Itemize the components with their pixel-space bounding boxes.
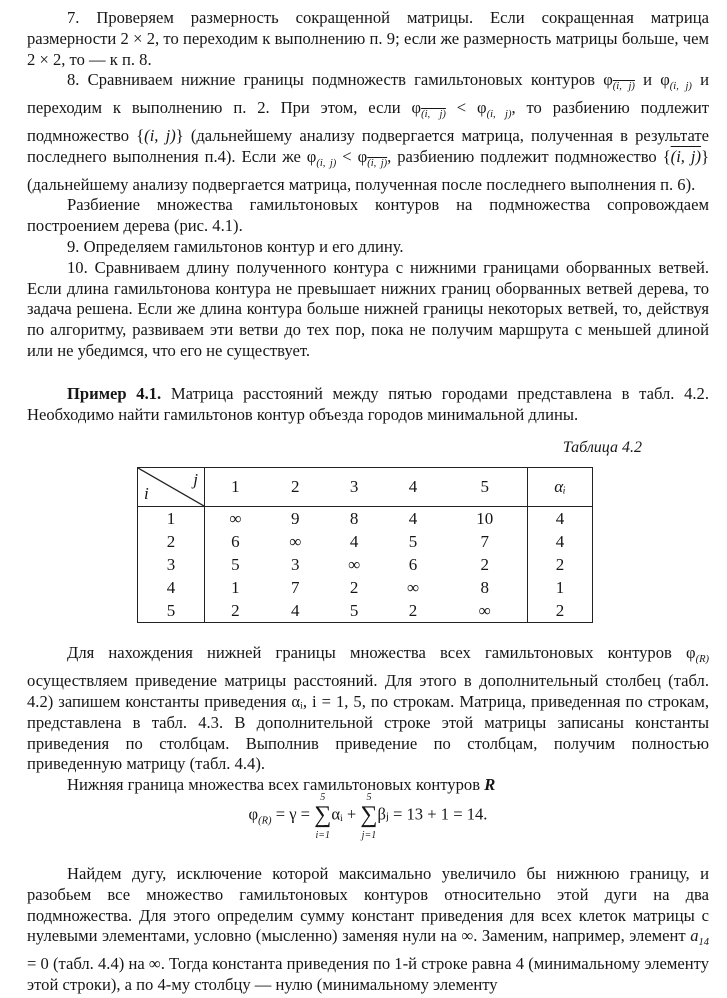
matrix-cell: 3 bbox=[291, 554, 300, 574]
matrix-cell: 10 bbox=[476, 508, 494, 528]
phi-symbol: φ bbox=[603, 70, 613, 90]
row-index: 5 bbox=[138, 599, 205, 623]
matrix-cell: 8 bbox=[480, 577, 489, 597]
sum-upper: 5 bbox=[320, 791, 326, 803]
row-index-label: i bbox=[144, 484, 149, 504]
text: } (дальнейшему анализу подвергается матрица, полученная в результате последнего выполнения п.4). Если же bbox=[27, 125, 709, 166]
phi-symbol: φ bbox=[660, 70, 670, 90]
subscript: (i, j) bbox=[486, 109, 512, 121]
matrix-cell: 2 bbox=[408, 600, 418, 620]
matrix-cell: 5 bbox=[408, 531, 418, 551]
example-text: Матрица расстояний между пятью городами представлена в табл. 4.2. Необходимо найти гамильтонов контур объезда городов минимальной длины. bbox=[27, 383, 709, 424]
distance-matrix-table bbox=[137, 467, 593, 623]
text: αᵢ + bbox=[331, 804, 361, 824]
sum-lower: i=1 bbox=[315, 829, 331, 841]
alpha-cell: 4 bbox=[528, 530, 593, 553]
sum-lower: j=1 bbox=[361, 829, 377, 841]
phi-symbol: φ bbox=[411, 98, 422, 118]
text: Для нахождения нижней границы множества всех гамильтоновых контуров φ bbox=[67, 643, 696, 663]
matrix-cell: 6 bbox=[408, 554, 418, 574]
matrix-cell: 6 bbox=[231, 531, 240, 551]
matrix-cell: 2 bbox=[480, 554, 489, 574]
subscript: (R) bbox=[695, 654, 709, 666]
phi-symbol: φ bbox=[357, 146, 368, 166]
column-header: 2 bbox=[266, 468, 325, 507]
alpha-cell: 4 bbox=[528, 507, 593, 531]
table-header-row bbox=[138, 468, 593, 507]
text: и bbox=[634, 70, 661, 90]
sum-upper: 5 bbox=[366, 791, 372, 803]
paragraph-step-9: 9. Определяем гамильтонов контур и его длину. bbox=[67, 236, 404, 256]
example-label: Пример 4.1. bbox=[67, 383, 162, 403]
alpha-cell: 2 bbox=[528, 553, 593, 576]
column-header: 4 bbox=[384, 468, 443, 507]
text: = 0 (табл. 4.4) на ∞. Тогда константа приведения по 1-й строке равна 4 (минимальному элементу этой строки), а по 4-му столбцу — нулю (минимальному элементу bbox=[27, 954, 709, 994]
sum-symbol: ∑ 5 i=1 bbox=[314, 791, 332, 841]
matrix-cell: 2 bbox=[349, 577, 359, 597]
set-element: (i, j) bbox=[670, 146, 702, 166]
text: Найдем дугу, исключение которой максимально увеличило бы нижнюю границу, и разобьем все множество гамильтоновых контуров относительно этой дуги на два подмножества. Для этого определим сумму констант приведения для всех клеток матрицы с нулевыми элементами, условно (мысленно) заменяя нули на ∞. Заменим, например, элемент bbox=[27, 863, 709, 946]
matrix-cell: 4 bbox=[291, 600, 300, 620]
subscript: (i, j) bbox=[421, 109, 446, 121]
alpha-header: αᵢ bbox=[528, 468, 593, 507]
matrix-cell: 8 bbox=[349, 508, 359, 528]
table-row bbox=[138, 507, 593, 531]
set-symbol: R bbox=[484, 775, 496, 795]
document-page bbox=[27, 8, 709, 996]
table-row bbox=[138, 599, 593, 623]
subscript: (i, j) bbox=[612, 81, 635, 93]
matrix-cell: 9 bbox=[291, 508, 300, 528]
matrix-cell: 7 bbox=[291, 577, 300, 597]
paragraph-lower-bound bbox=[27, 643, 709, 775]
phi-symbol: φ bbox=[477, 98, 487, 118]
corner-cell bbox=[138, 468, 205, 507]
text: } (дальнейшему анализу подвергается матрица, полученная после последнего выполнения п. 6). bbox=[27, 146, 710, 194]
subscript: (i, j) bbox=[367, 157, 388, 169]
table-row bbox=[138, 576, 593, 599]
text: = γ = bbox=[271, 804, 315, 824]
phi-symbol: φ bbox=[306, 146, 317, 166]
row-index: 3 bbox=[138, 553, 205, 576]
matrix-cell: ∞ bbox=[229, 508, 242, 528]
subscript: (i, j) bbox=[316, 157, 337, 169]
alpha-cell: 2 bbox=[528, 599, 593, 623]
matrix-cell: ∞ bbox=[348, 554, 361, 574]
text: Нижняя граница множества всех гамильтоновых контуров bbox=[67, 775, 485, 795]
matrix-cell: ∞ bbox=[406, 577, 420, 597]
text: осуществляем приведение матрицы расстояний. Для этого в дополнительный столбец (табл. 4.2) запишем константы приведения αᵢ, i = 1, 5, по строкам. Матрица, приведенная по строкам, представлена в табл. 4.3. В дополнительной строке этой матрицы записаны константы приведения по столбцам. Выполнив приведение по столбцам, получим полностью приведенную матрицу (табл. 4.4). bbox=[27, 671, 709, 774]
paragraph-step-8 bbox=[27, 70, 709, 195]
matrix-cell: ∞ bbox=[289, 531, 302, 551]
subscript: (i, j) bbox=[669, 81, 692, 93]
subscript: (R) bbox=[258, 815, 272, 827]
paragraph-tree: Разбиение множества гамильтоновых контуров на подмножества сопровождаем построением дерева (рис. 4.1). bbox=[27, 195, 709, 236]
matrix-cell: 5 bbox=[231, 554, 240, 574]
column-header: 1 bbox=[205, 468, 266, 507]
text: , разбиению подлежит подмножество { bbox=[387, 146, 671, 166]
matrix-cell: 7 bbox=[480, 531, 489, 551]
matrix-cell: ∞ bbox=[478, 600, 491, 620]
example-paragraph bbox=[27, 384, 709, 426]
sum-symbol: ∑ 5 j=1 bbox=[360, 791, 378, 841]
matrix-cell: 4 bbox=[408, 508, 418, 528]
text: и переходим к выполнению п. 2. При этом, если bbox=[27, 70, 710, 118]
paragraph-step-10: 10. Сравниваем длину полученного контура с нижними границами оборванных ветвей. Если длина гамильтонова контура не превышает нижних границ оборванных ветвей дерева, то задача решена. Если же длина контура больше нижней границы некоторых ветвей, то, действуя по алгоритму, развиваем эти ветви до тех пор, пока не получим маршрута с меньшей длиной или не убедимся, что его не существует. bbox=[27, 257, 709, 360]
text: βⱼ = 13 + 1 = 14. bbox=[377, 804, 488, 824]
phi-symbol: φ bbox=[248, 804, 259, 824]
row-index: 4 bbox=[138, 576, 205, 599]
column-index-label: j bbox=[193, 470, 198, 490]
matrix-cell: 1 bbox=[231, 577, 240, 597]
set-element: (i, j) bbox=[144, 125, 176, 145]
text: , то разбиению подлежит подмножество { bbox=[27, 98, 710, 145]
alpha-cell: 1 bbox=[528, 576, 593, 599]
table-caption: Таблица 4.2 bbox=[562, 439, 642, 457]
paragraph-arc bbox=[27, 864, 709, 996]
text: 8. Сравниваем нижние границы подмножеств гамильтоновых контуров bbox=[67, 70, 604, 90]
matrix-cell: 5 bbox=[349, 600, 359, 620]
row-index: 1 bbox=[138, 507, 205, 531]
subscript: 14 bbox=[698, 937, 709, 949]
text: < bbox=[336, 146, 358, 166]
table-row bbox=[138, 553, 593, 576]
text: < bbox=[445, 98, 478, 118]
paragraph-step-7: 7. Проверяем размерность сокращенной матрицы. Если сокращенная матрица размерности 2 × 2, то переходим к выполнению п. 9; если же размерность матрицы больше, чем 2 × 2, то — к п. 8. bbox=[27, 8, 709, 69]
column-header: 3 bbox=[325, 468, 384, 507]
matrix-cell: 4 bbox=[349, 531, 359, 551]
table-row bbox=[138, 530, 593, 553]
element-symbol: a bbox=[690, 926, 699, 946]
row-index: 2 bbox=[138, 530, 205, 553]
column-header: 5 bbox=[442, 468, 527, 507]
formula-lower-bound bbox=[27, 791, 709, 850]
matrix-cell: 2 bbox=[231, 600, 240, 620]
